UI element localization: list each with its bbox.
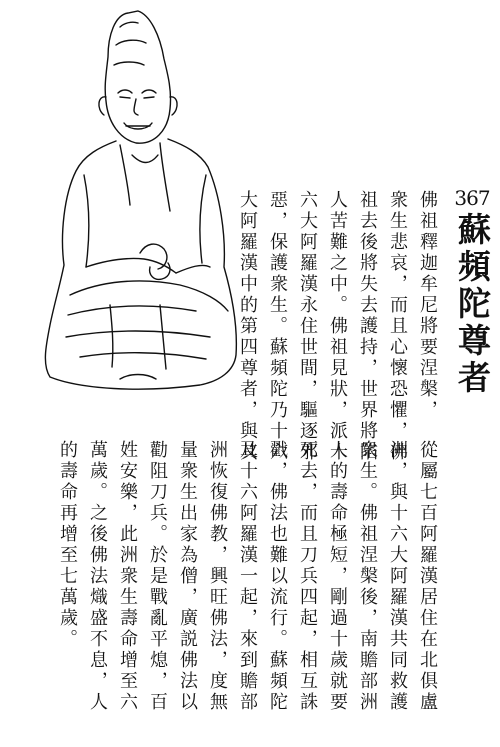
lower-column-12: 萬歲。之後佛法熾盛不息，人 — [87, 440, 108, 713]
upper-column-1: 佛祖釋迦牟尼將要涅槃， — [417, 190, 438, 421]
lower-column-1: 從屬七百阿羅漢居住在北俱盧 — [417, 440, 438, 713]
entry-number: 367 — [454, 186, 490, 210]
lower-column-7: 及十六阿羅漢一起，來到贍部 — [237, 440, 258, 713]
upper-column-4: 人苦難之中。佛祖見狀，派十 — [327, 190, 348, 463]
lower-column-10: 勸阻刀兵。於是戰亂平熄，百 — [147, 440, 168, 713]
entry-title: 蘇頻陀尊者 — [453, 212, 492, 397]
upper-column-5: 六大阿羅漢永住世間，驅逐邪 — [297, 190, 318, 463]
lower-column-6: 戳，佛法也難以流行。蘇頻陀 — [267, 440, 288, 713]
lower-column-9: 量衆生出家為僧，廣説佛法以 — [177, 440, 198, 713]
upper-column-2: 衆生悲哀，而且心懷恐懼，佛 — [387, 190, 408, 463]
upper-column-7: 大阿羅漢中的第四尊者，與其 — [237, 190, 258, 463]
lower-column-5: 死去，而且刀兵四起，相互誅 — [297, 440, 318, 713]
lower-column-4: 人的壽命極短，剛過十歲就要 — [327, 440, 348, 713]
arhat-illustration — [20, 5, 250, 405]
lower-column-8: 洲恢復佛教，興旺佛法，度無 — [207, 440, 228, 713]
upper-column-3: 祖去後將失去護持，世界將陷 — [357, 190, 378, 463]
lower-column-2: 洲，與十六大阿羅漢共同救護 — [387, 440, 408, 713]
lower-column-3: 衆生。佛祖涅槃後，南贍部洲 — [357, 440, 378, 713]
lower-column-13: 的壽命再增至七萬歲。 — [57, 440, 78, 650]
upper-column-6: 惡，保護衆生。蘇頻陀乃十六 — [267, 190, 288, 463]
lower-column-11: 姓安樂，此洲衆生壽命增至六 — [117, 440, 138, 713]
